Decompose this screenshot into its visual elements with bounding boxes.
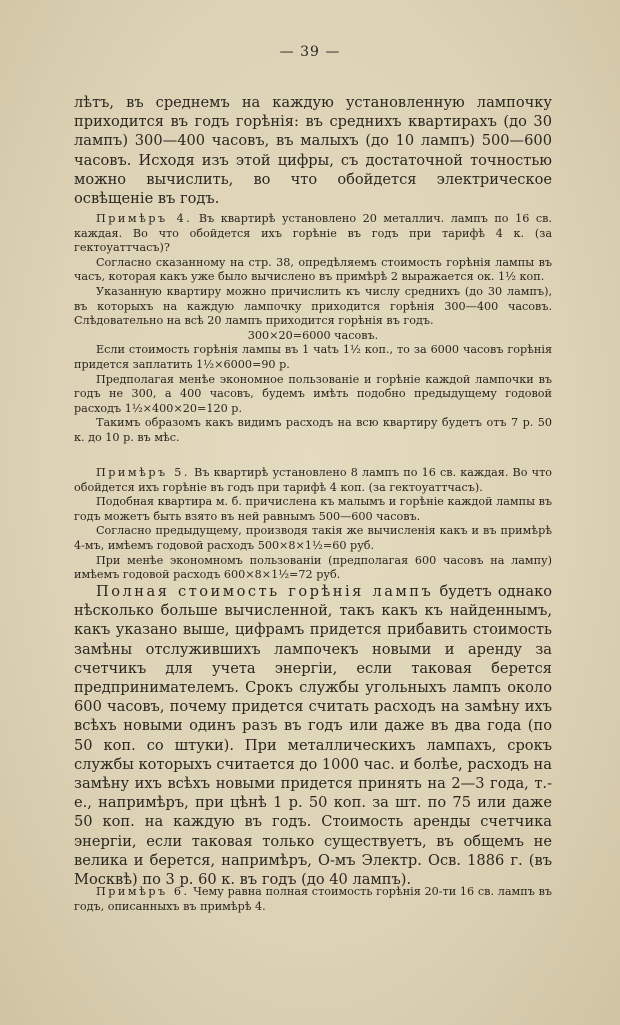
main-paragraph — [74, 582, 552, 889]
example-4-paragraph-5: Предполагая менѣе экономное пользованіе и горѣніе каждой лампочки въ годъ не 300, а 400 часовъ, будемъ имѣть подобно предыдущему годовой расходъ 1½×400×20=120 р. — [74, 372, 552, 415]
top-paragraph: лѣтъ, въ среднемъ на каждую установленную лампочку приходится въ годъ горѣнія: въ среднихъ квартирахъ (до 30 лампъ) 300—400 часовъ, въ малыхъ (до 10 лампъ) 500—600 часовъ. Исходя изъ этой цифры, съ достаточной точностью можно вычислить, во что обойдется электрическое освѣщеніе въ годъ. — [74, 94, 552, 208]
example-5-paragraph-3: Согласно предыдущему, производя такія же вычисленія какъ и въ примѣрѣ 4-мъ, имѣемъ годовой расходъ 500×8×1½=60 руб. — [74, 524, 552, 552]
example-5-paragraph-2: Подобная квартира м. б. причислена къ малымъ и горѣніе каждой лампы въ годъ можетъ быть взято въ ней равнымъ 500—600 часовъ. — [74, 495, 552, 523]
example-4-formula: 300×20=6000 часовъ. — [247, 328, 379, 342]
example-4-heading: Примѣръ 4. — [96, 212, 193, 225]
example-6-block — [74, 885, 552, 914]
example-4-paragraph-6: Такимъ образомъ какъ видимъ расходъ на всю квартиру будетъ отъ 7 р. 50 к. до 10 р. въ мѣс. — [74, 416, 552, 444]
example-6-paragraph — [74, 885, 552, 914]
example-6-heading: Примѣръ 6. — [96, 885, 190, 898]
main-paragraph-text: будетъ однако нѣсколько больше вычисленной, такъ какъ къ найденнымъ, какъ указано выше, цифрамъ придется прибавить стоимость замѣны отслужившихъ лампочекъ новыми и аренду за счетчикъ для учета энергіи, если таковая берется предпринимателемъ. Срокъ службы угольныхъ лампъ около 600 часовъ, почему придется считать расходъ на замѣну ихъ всѣхъ новыми одинъ разъ въ годъ или даже въ два года (по 50 коп. со штуки). При металлическихъ лампахъ, срокъ службы которыхъ считается до 1000 час. и болѣе, расходъ на замѣну ихъ всѣхъ новыми придется принять на 2—3 года, т.-е., напримѣръ, при цѣнѣ 1 р. 50 коп. за шт. по 75 или даже 50 коп. на каждую въ годъ. Стоимость аренды счетчика энергіи, если таковая только существуетъ, въ общемъ не велика и берется, напримѣръ, О-мъ Электр. Осв. 1886 г. (въ Москвѣ) по 3 р. 60 к. въ годъ (до 40 лампъ). — [74, 583, 552, 889]
example-4-paragraph-4: Если стоимость горѣнія лампы въ 1 чаtъ 1½ коп., то за 6000 часовъ горѣнія придется заплатить 1½×6000=90 р. — [74, 343, 552, 371]
example-5-heading: Примѣръ 5. — [96, 466, 190, 479]
example-5-paragraph-1 — [74, 466, 552, 495]
example-4-paragraph-1 — [74, 212, 552, 256]
example-4-text-1: Въ квартирѣ установлено 20 металлич. лампъ по 16 св. каждая. Во что обойдется ихъ горѣніе въ годъ при тарифѣ 4 к. (за гектоуаттчасъ)? — [74, 212, 552, 255]
example-5-block — [74, 466, 552, 583]
example-4-block — [74, 212, 552, 446]
example-4-paragraph-2: Согласно сказанному на стр. 38, опредѣляемъ стоимость горѣнія лампы въ часъ, которая какъ уже было вычислено въ примѣрѣ 2 выражается ок. 1½ коп. — [74, 255, 552, 284]
main-paragraph-lead: Полная стоимость горѣнія лампъ — [96, 583, 434, 600]
example-6-text: Чему равна полная стоимость горѣнія 20-ти 16 св. лампъ въ годъ, описанныхъ въ примѣрѣ 4. — [74, 885, 552, 913]
page-number: — 39 — — [279, 44, 341, 60]
example-5-paragraph-4: При менѣе экономномъ пользованіи (предполагая 600 часовъ на лампу) имѣемъ годовой расходъ 600×8×1½=72 руб. — [74, 553, 552, 582]
example-5-text-1: Въ квартирѣ установлено 8 лампъ по 16 св. каждая. Во что обойдется ихъ горѣніе въ годъ при тарифѣ 4 коп. (за гектоуаттчасъ). — [74, 466, 552, 494]
top-paragraph-block — [74, 93, 552, 208]
example-4-paragraph-3: Указанную квартиру можно причислить къ числу среднихъ (до 30 лампъ), въ которыхъ на каждую лампочку приходится горѣнія 300—400 часовъ. Слѣдовательно на всѣ 20 лампъ приходится горѣнія въ годъ. — [74, 284, 552, 328]
main-paragraph-block — [74, 582, 552, 889]
